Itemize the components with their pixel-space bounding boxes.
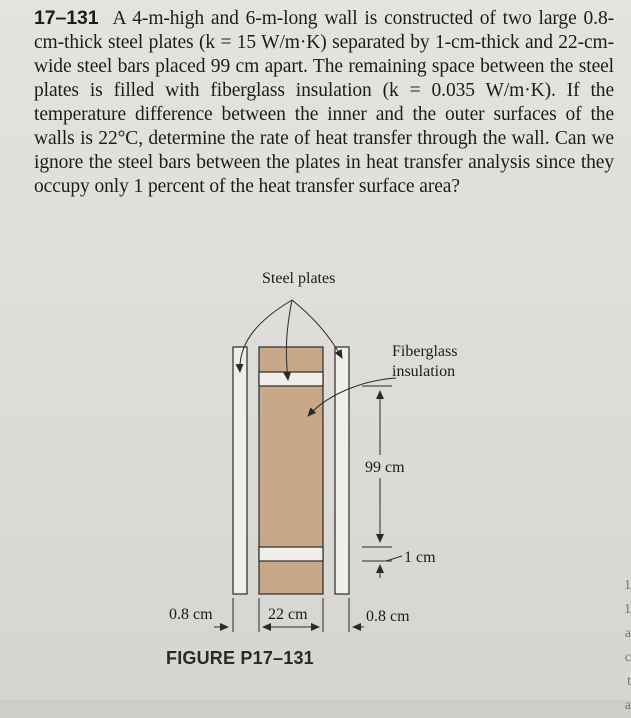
problem-text: A 4-m-high and 6-m-long wall is constructed of two large 0.8-cm-thick steel plates (k = 15 W/m·K) separated by 1-cm-thick and 22-cm-wide steel bars placed 99 cm apart. The remaining space between the steel plates is filled with fiberglass insulation (k = 0.035 W/m·K). If the temperature difference between the inner and the outer surfaces of the walls is 22°C, determine the rate of heat transfer through the wall. Can we ignore the steel bars between the plates in heat transfer analysis since they occupy only 1 percent of the heat transfer surface area?	[34, 8, 614, 197]
dim-right-plate-label: 0.8 cm	[366, 608, 410, 625]
left-steel-plate	[233, 347, 247, 594]
cut-off-edge-text	[621, 574, 631, 718]
steel-plates-label: Steel plates	[262, 270, 336, 287]
dim-spacing-label: 99 cm	[365, 459, 405, 476]
right-steel-plate	[335, 347, 349, 594]
steel-bar-top	[259, 372, 323, 386]
edge-letter: a	[624, 626, 631, 641]
problem-number: 17–131	[34, 7, 99, 29]
edge-letter: a	[624, 698, 631, 713]
edge-letter: t	[627, 674, 631, 689]
edge-letter: c	[624, 650, 631, 665]
figure-caption: FIGURE P17–131	[166, 648, 314, 668]
steel-bar-bottom	[259, 547, 323, 561]
dim-bar-thickness-label: 1 cm	[404, 549, 436, 566]
fiberglass-label-line2: insulation	[392, 363, 456, 380]
edge-letter: 1	[624, 578, 631, 593]
fiberglass-label-line1: Fiberglass	[392, 343, 458, 360]
edge-letter: 1	[624, 602, 631, 617]
dim-left-plate-label: 0.8 cm	[169, 606, 213, 623]
dim-width-label: 22 cm	[268, 606, 308, 623]
